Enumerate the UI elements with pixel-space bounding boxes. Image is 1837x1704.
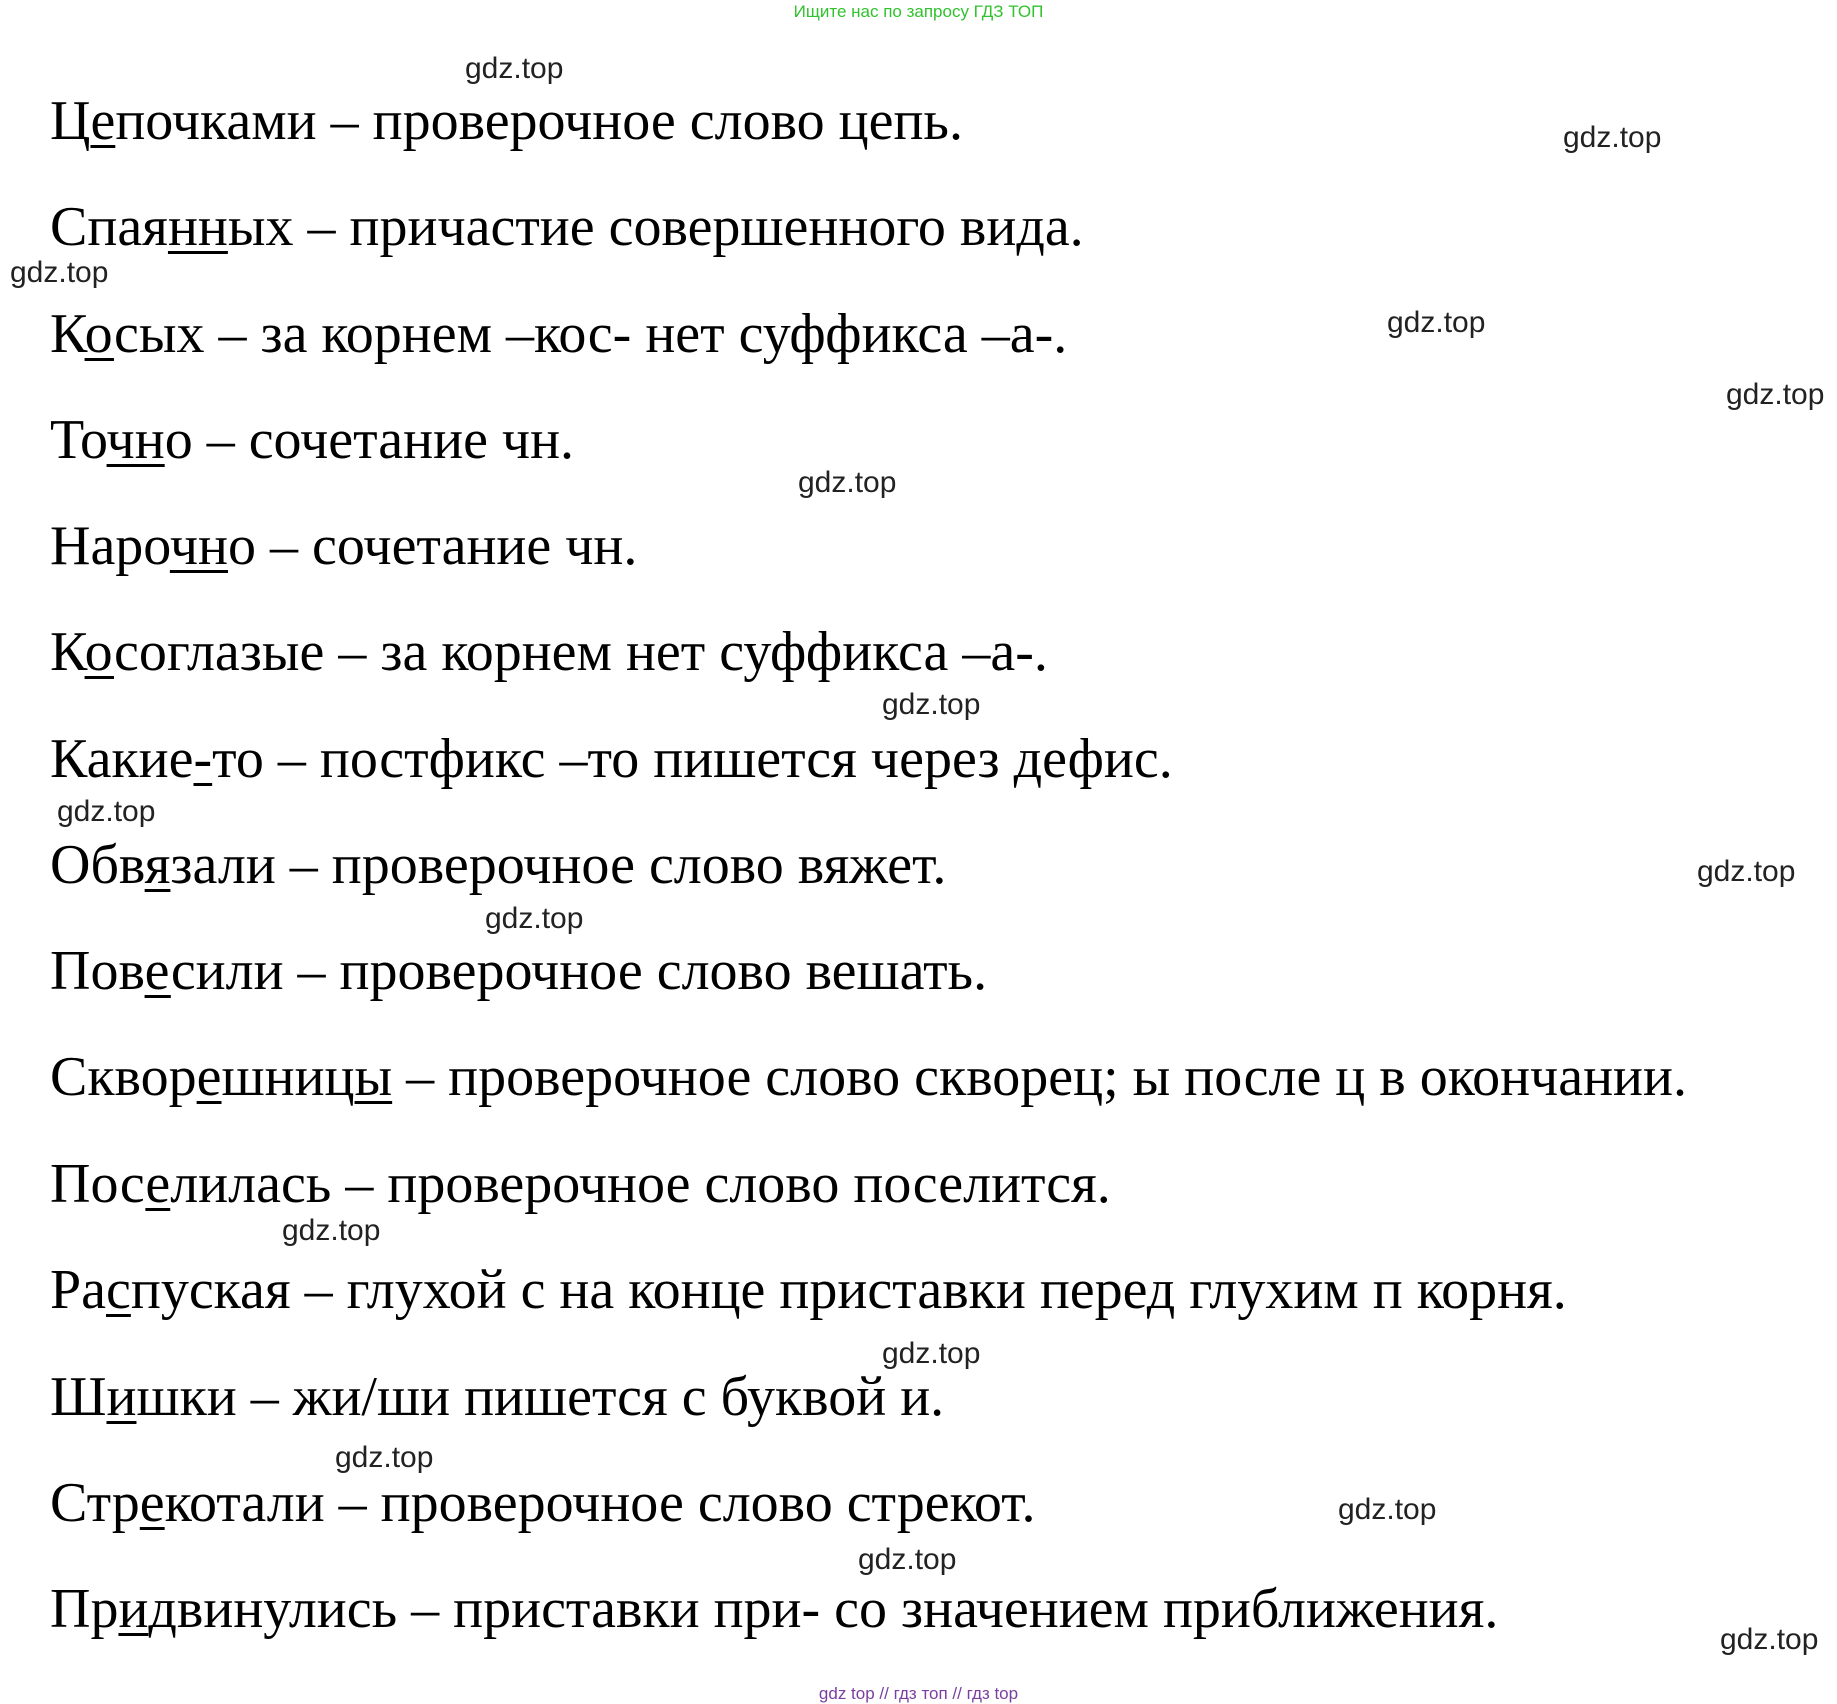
answer-line: [50, 90, 963, 152]
line-text: лилась – проверочное слово поселится.: [170, 1153, 1111, 1215]
underlined-letter: с: [106, 1259, 131, 1321]
watermark-text: gdz.top: [1726, 378, 1825, 411]
line-text: Спая: [50, 196, 168, 258]
underlined-letter: е: [145, 1153, 171, 1215]
watermark-text: gdz.top: [10, 256, 109, 289]
line-text: сых – за корнем –кос- нет суффикса –а-.: [113, 303, 1068, 365]
line-text: К: [50, 621, 85, 683]
answer-line: [50, 1259, 1567, 1321]
line-text: Стр: [50, 1472, 140, 1534]
line-text: шниц: [221, 1046, 355, 1108]
answer-line: [50, 196, 1084, 258]
watermark-text: gdz.top: [798, 466, 897, 499]
line-text: То: [50, 409, 107, 471]
line-text: К: [50, 303, 85, 365]
line-text: Ш: [50, 1366, 107, 1428]
underlined-letter: и: [118, 1578, 149, 1640]
line-text: Сквор: [50, 1046, 197, 1108]
line-text: Пов: [50, 940, 145, 1002]
answer-line: [50, 1046, 1687, 1108]
line-text: Обв: [50, 834, 145, 896]
top-banner: Ищите нас по запросу ГДЗ ТОП: [793, 2, 1044, 21]
answer-line: [50, 621, 1048, 683]
underlined-letter: е: [196, 1046, 222, 1108]
underlined-letter: о: [84, 303, 114, 365]
line-text: зали – проверочное слово вяжет.: [170, 834, 947, 896]
underlined-letter: я: [144, 834, 171, 896]
line-text: сили – проверочное слово вешать.: [170, 940, 988, 1002]
line-text: почками – проверочное слово цепь.: [115, 90, 963, 152]
underlined-letter: е: [90, 90, 116, 152]
line-text: Пос: [50, 1153, 146, 1215]
answer-line: [50, 1472, 1035, 1534]
line-text: Ц: [50, 90, 91, 152]
watermark-text: gdz.top: [858, 1543, 957, 1576]
answer-line: [50, 409, 574, 471]
line-text: Какие: [50, 728, 194, 790]
line-text: ых – причастие совершенного вида.: [227, 196, 1084, 258]
line-text: шки – жи/ши пишется с буквой и.: [136, 1366, 945, 1428]
line-text: котали – проверочное слово стрекот.: [164, 1472, 1036, 1534]
line-text: Ра: [50, 1259, 106, 1321]
watermark-text: gdz.top: [465, 52, 564, 85]
answer-line: [50, 834, 946, 896]
watermark-text: gdz.top: [1720, 1623, 1819, 1656]
underlined-letter: е: [139, 1472, 165, 1534]
watermark-text: gdz.top: [282, 1214, 381, 1247]
underlined-letter: о: [84, 621, 114, 683]
line-text: о – сочетание чн.: [164, 409, 575, 471]
answer-line: [50, 728, 1173, 790]
line-text: Пр: [50, 1578, 119, 1640]
underlined-letter: нн: [167, 196, 228, 258]
line-text: о – сочетание чн.: [228, 515, 638, 577]
watermark-text: gdz.top: [1563, 121, 1662, 154]
watermark-text: gdz.top: [1697, 855, 1796, 888]
underlined-letter: и: [106, 1366, 137, 1428]
line-text: то – постфикс –то пишется через дефис.: [212, 728, 1173, 790]
underlined-letter: ы: [354, 1046, 393, 1108]
answer-line: [50, 1578, 1498, 1640]
answer-line: [50, 303, 1067, 365]
underlined-letter: -: [193, 728, 213, 790]
watermark-text: gdz.top: [57, 795, 156, 828]
line-text: двинулись – приставки при- со значением приближения.: [148, 1578, 1499, 1640]
answer-line: [50, 515, 637, 577]
watermark-text: gdz.top: [882, 1337, 981, 1370]
watermark-text: gdz.top: [1338, 1493, 1437, 1526]
underlined-letter: е: [144, 940, 171, 1002]
answer-line: [50, 1153, 1111, 1215]
line-text: соглазые – за корнем нет суффикса –а-.: [113, 621, 1048, 683]
line-text: Наро: [50, 515, 170, 577]
answer-line: [50, 1366, 944, 1428]
underlined-letter: чн: [106, 409, 165, 471]
bottom-banner: gdz top // гдз топ // гдз top: [818, 1684, 1019, 1703]
answer-line: [50, 940, 987, 1002]
underlined-letter: чн: [169, 515, 228, 577]
watermark-text: gdz.top: [335, 1441, 434, 1474]
line-text: – проверочное слово скворец; ы после ц в окончании.: [392, 1046, 1687, 1108]
watermark-text: gdz.top: [1387, 306, 1486, 339]
watermark-text: gdz.top: [882, 688, 981, 721]
line-text: пуская – глухой с на конце приставки перед глухим п корня.: [130, 1259, 1567, 1321]
watermark-text: gdz.top: [485, 902, 584, 935]
